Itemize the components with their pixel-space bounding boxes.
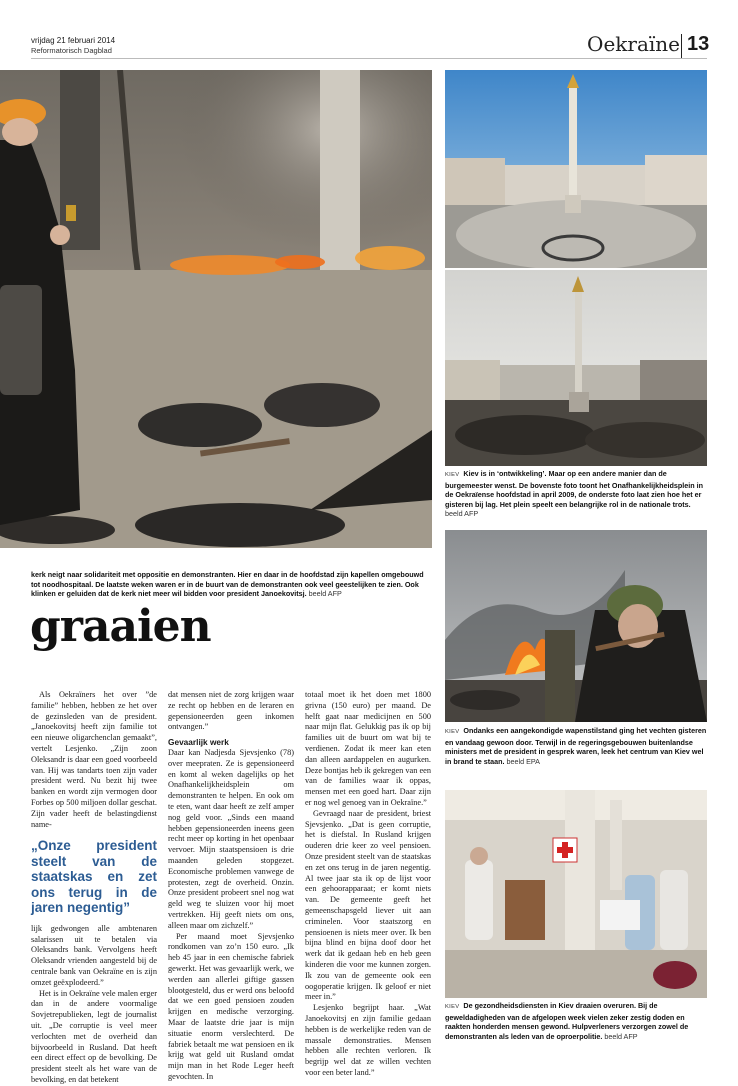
square-caption	[445, 469, 707, 519]
paragraph: totaal moet ik het doen met 1800 grivna (150 euro) per maand. De helft gaat naar medicijnen en 500 naar mijn flat. Gelukkig pas ik op bij families uit de buurt om wat bij te verdienen. Zodat ik meer kan eten dan alleen aardappelen en augurken. Deze bontjas heb ik gekregen van een van de families waar ik oppas, mensen met een goed hart. Daar zijn er nog wel genoeg van in Oekraïne.”	[305, 690, 431, 807]
issue-date: vrijdag 21 februari 2014	[31, 36, 116, 45]
caption-location: KIEV	[445, 729, 460, 735]
fire-caption	[445, 726, 707, 766]
main-photo	[0, 70, 432, 548]
section-title: Oekraïne	[587, 32, 680, 56]
header-rule	[31, 58, 707, 59]
paragraph: lijk gedwongen alle ambtenaren salarissen uit te betalen via Oleksandrs bank. Vervolgens heeft Oleksandr vrienden aangesteld bij de centrale bank van Oekraïne en is zijn omzet geëxplodeerd.”	[31, 923, 157, 987]
pull-quote: „Onze president steelt van de staatskas en zet ons terug in de jaren negentig”	[31, 838, 157, 916]
caption-location: KIEV	[445, 472, 460, 478]
caption-text: kerk neigt naar solidariteit met oppositie en demonstranten. Hier en daar in de hoofdstad zijn kapellen omgebouwd tot noodhospitaal. De laatste weken waren er in de buurt van de demonstranten ook veel geestelijken te zien. Ook klinken er geluiden dat de kerk niet meer wil bidden voor president Janoekovitsj.	[31, 570, 424, 599]
caption-text: Kiev is in ‘ontwikkeling’. Maar op een andere manier dan de burgemeester wenst. De bovenste foto toont het Onafhankelijkheidsplein in de Oekraïense hoofdstad in april 2009, de onderste foto laat zien hoe het er gisteren bij lag. Het plein speelt een belangrijke rol in de nationale trots.	[445, 469, 703, 509]
paragraph: Per maand moet Sjevsjenko rondkomen van zo’n 150 euro. „Ik heb 45 jaar in een chemische fabriek gewerkt. Het was gevaarlijk werk, we werden aan allerlei giftige gassen blootgesteld, dus er werd ons beloofd dat we een goed pensioen zouden krijgen en medische verzorging. Maar de laatste drie jaar is mijn situatie enorm verslechterd. De fabriek betaalt me wat pensioen en ik krijg wat geld uit Rusland omdat mijn man in het Rode Leger heeft gevochten. In	[168, 931, 294, 1081]
square-now-photo	[445, 270, 707, 466]
caption-credit: beeld EPA	[506, 756, 540, 766]
square-2009-photo	[445, 70, 707, 268]
caption-location: KIEV	[445, 1004, 460, 1010]
paragraph: Als Oekraïners het over ”de familie” hebben, hebben ze het over de gezinsleden van de president. „Janoekovitsj heeft zijn familie tot een nieuwe oligarchenclan gemaakt”, vertelt Lesjenko. „Zijn zoon Oleksandr is daar een goed voorbeeld van. Hij was tandarts toen zijn vader president werd. Nu bezit hij twee banken en wordt zijn vermogen door Forbes op 500 miljoen dollar geschat. Zijn vader heeft de belastingdienst name-	[31, 690, 157, 829]
article-headline: graaien	[30, 601, 211, 652]
paragraph: Het is in Oekraïne vele malen erger dan in de andere voormalige Sovjetrepublieken, legt de journalist uit. „De corruptie is veel meer verlochten met de overheid dan bijvoorbeeld in Rusland. Dat heeft een direct effect op de bevolking. De president steelt als het ware van de bevolking, en dat betekent	[31, 988, 157, 1085]
article-column-3	[305, 690, 431, 1079]
medics-caption	[445, 1001, 707, 1041]
article-column-2	[168, 690, 294, 1083]
caption-text: Ondanks een aangekondigde wapenstilstand ging het vechten gisteren en vandaag gewoon door. Terwijl in de regeringsgebouwen buitenlandse ministers met de president in gesprek waren, leek het centrum van Kiev wel in brand te staan.	[445, 726, 707, 766]
paragraph: Lesjenko begrijpt haar. „Wat Janoekovitsj en zijn familie gedaan hebben is de werkelijke reden van de massale demonstraties. Mensen hebben alle rechten verloren. Ik begrijp wel dat ze willen vechten voor een beter land.”	[305, 1003, 431, 1077]
article-column-1	[31, 690, 157, 1086]
newspaper-name: Reformatorisch Dagblad	[31, 46, 112, 55]
subheading: Gevaarlijk werk	[168, 737, 229, 748]
medics-photo	[445, 790, 707, 998]
main-caption	[31, 570, 429, 599]
paragraph: Gevraagd naar de president, briest Sjevsjenko. „Dat is geen corruptie, het is diefstal. In Rusland krijgen ouderen drie keer zo veel pensioen. Onze president steelt van de staatskas en zet ons terug in de jaren negentig. Al twee jaar sta ik op de lijst voor een gehoorapparaat; er komt niets van. De gemeente geeft het gemeenschapsgeld liever uit aan criminelen. Voor staatszorg en pensioenen is niets meer over. Ik ben bijna blind en bijna doof door het werk dat ik gedaan heb en heb geen kinderen die voor me kunnen zorgen. Ik zou van de gemeente ook een oogoperatie krijgen. Ik geloof er niet meer in.”	[305, 808, 431, 1002]
page-number: 13	[687, 33, 710, 55]
caption-credit: beeld AFP	[445, 509, 479, 519]
paragraph: dat mensen niet de zorg krijgen waar ze recht op hebben en de leraren en gepensioneerden geen inkomen ontvangen.”	[168, 690, 294, 732]
fire-photo	[445, 530, 707, 722]
paragraph: Daar kan Nadjesda Sjevsjenko (78) over meepraten. Ze is gepensioneerd en komt al weken dagelijks op het Onafhankelijkheidsplein om demonstranten te helpen. En ook om te eten, want daar heeft ze zelf amper nog geld voor. „Sinds een maand hebben gepensioneerden ineens geen recht meer op korting in het openbaar vervoer. Mijn staatspensioen is drie maanden geleden stopgezet. Economische problemen vanwege de protesten, zegt de overheid. Onzin. Onze president probeert snel nog wat geld weg te sluizen voor hij moet vertrekken. Hij geeft niets om ons, alleen maar om zichzelf.”	[168, 747, 294, 930]
caption-text: De gezondheidsdiensten in Kiev draaien overuren. Bij de geweldadigheden van de afgelopen week vielen zeker zestig doden en raakten honderden mensen gewond. Hulpverleners verzorgen zowel de demonstranten als leden van de oproerpolitie.	[445, 1001, 689, 1041]
header-divider	[681, 34, 682, 58]
caption-credit: beeld AFP	[604, 1031, 638, 1041]
caption-credit: beeld AFP	[308, 589, 342, 599]
